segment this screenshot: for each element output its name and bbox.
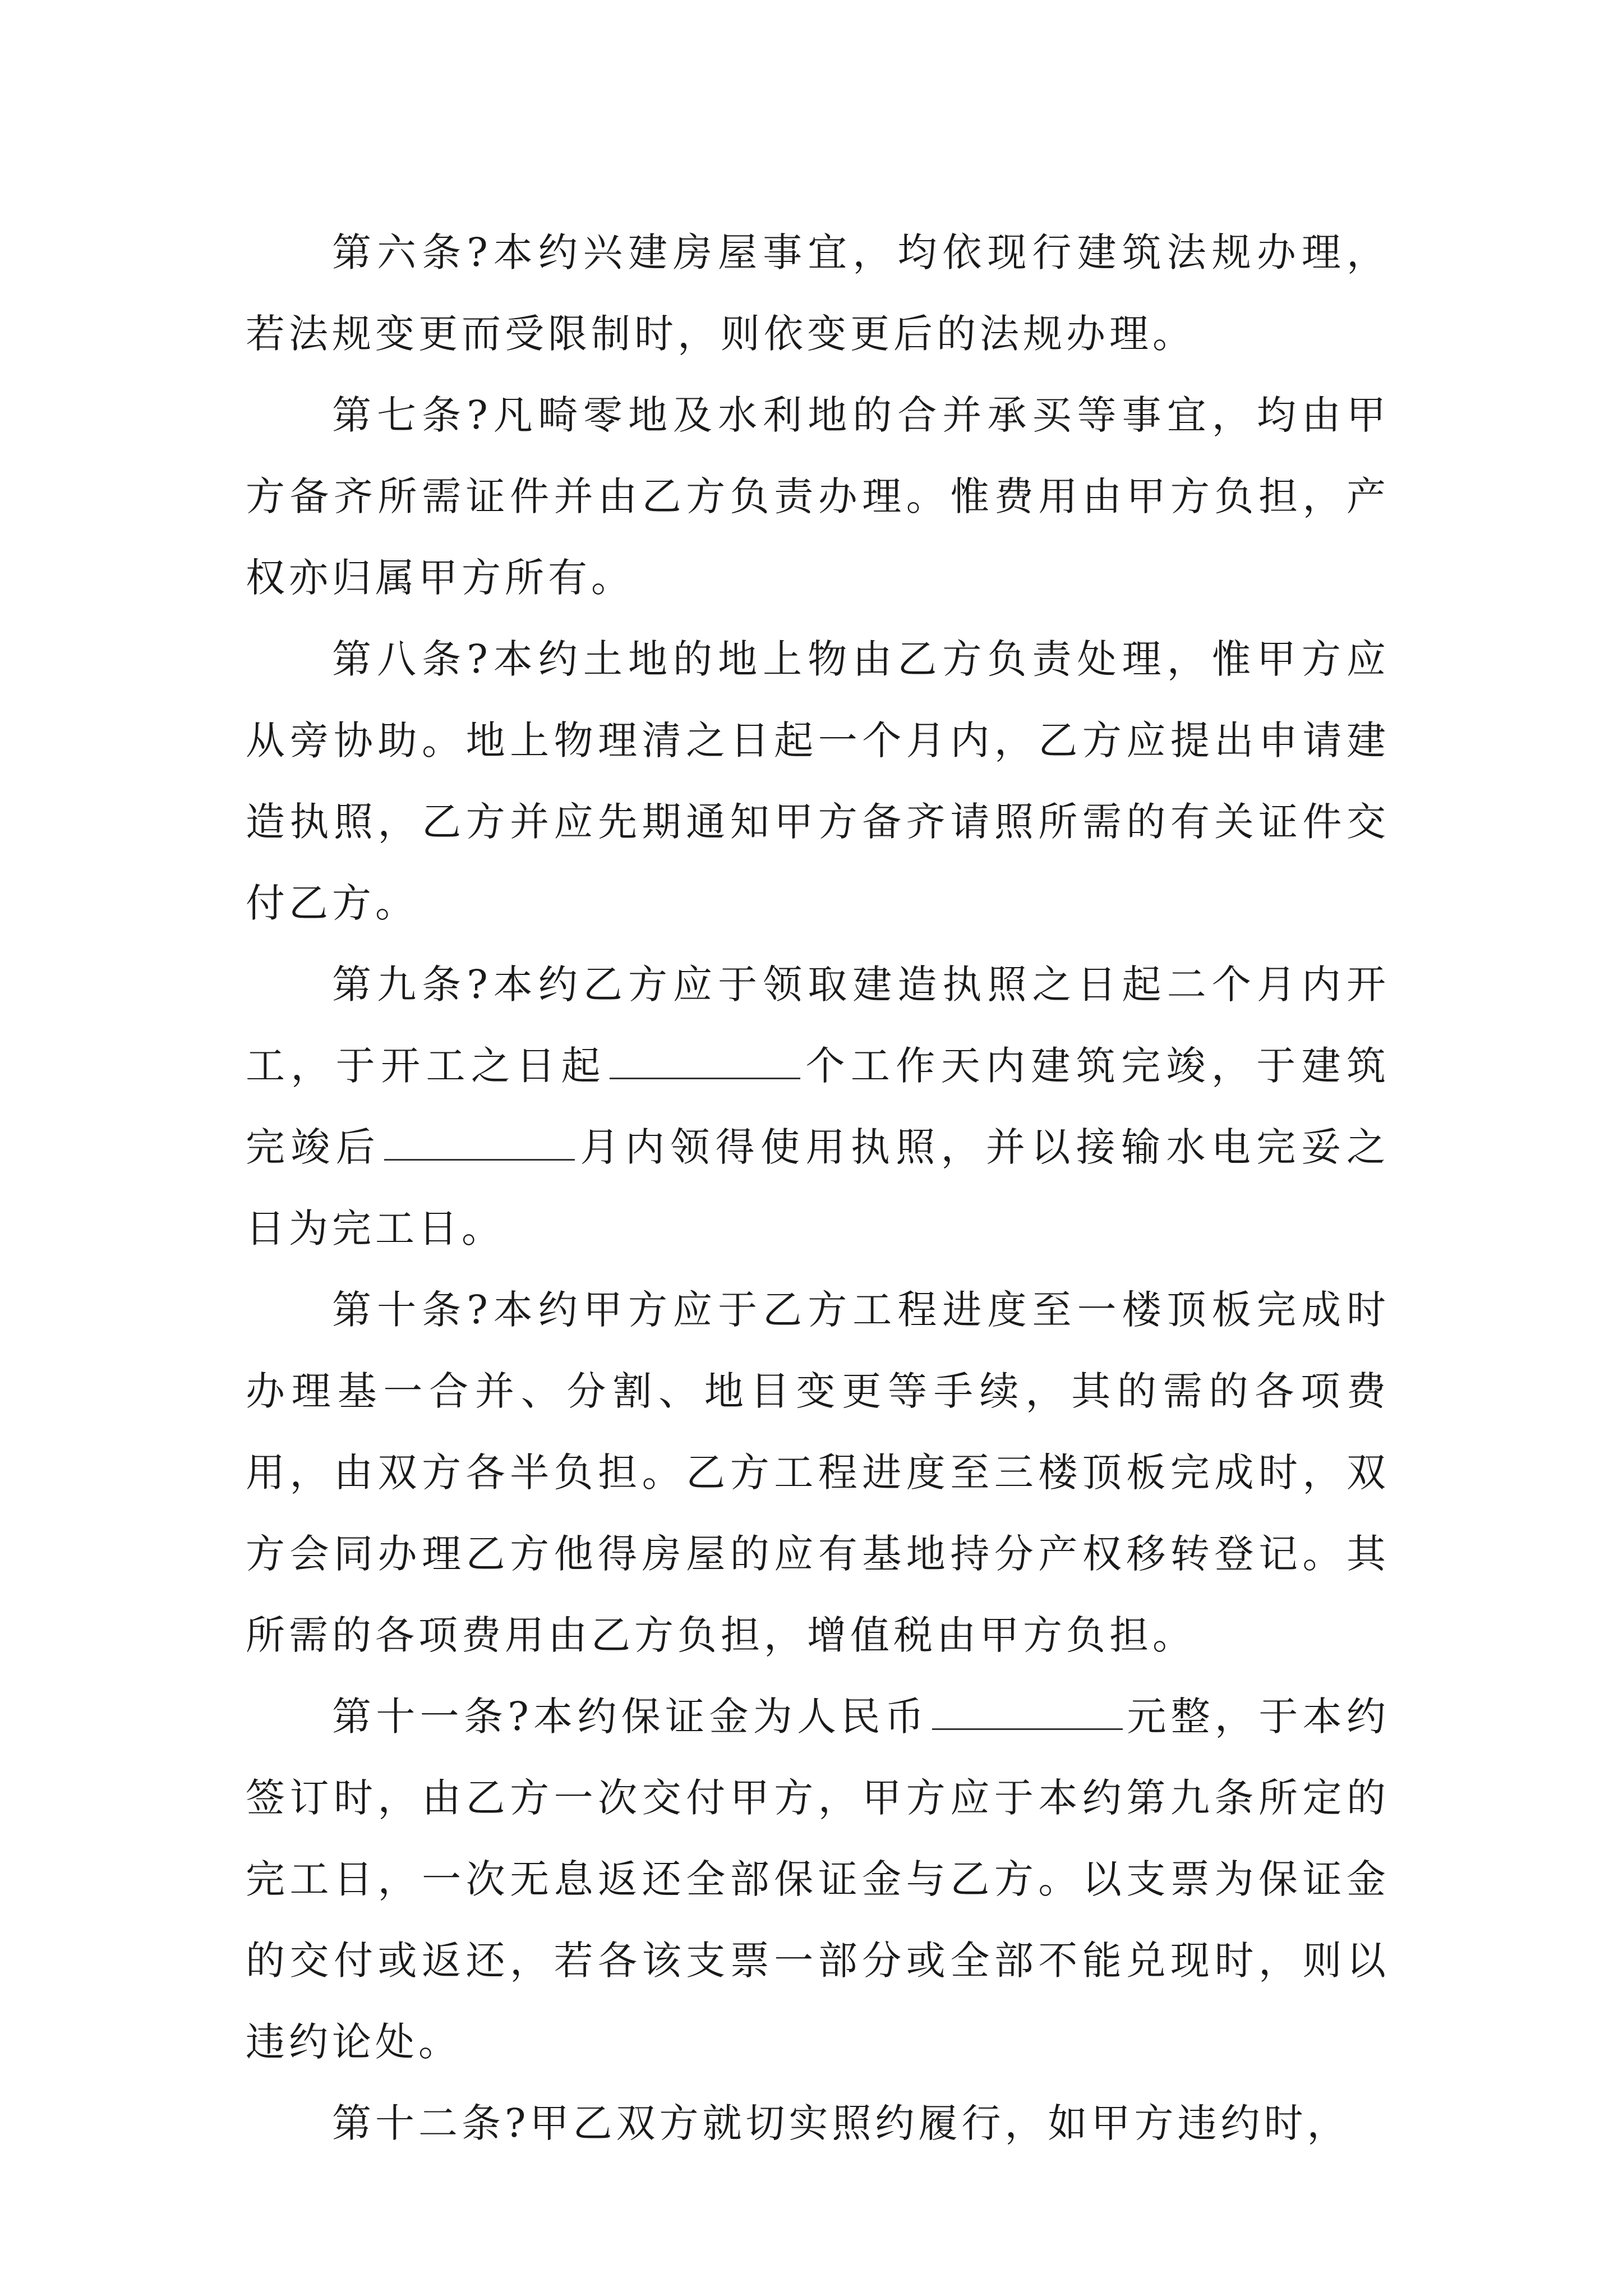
article-8-paragraph bbox=[246, 619, 1390, 944]
article-9-paragraph bbox=[246, 944, 1390, 1269]
article-10-paragraph bbox=[246, 1269, 1390, 1676]
article-10-text: 第十条?本约甲方应于乙方工程进度至一楼顶板完成时办理基一合并、分割、地目变更等手续，其的需的各项费用，由双方各半负担。乙方工程进度至三楼顶板完成时，双方会同办理乙方他得房屋的应有基地持分产权移转登记。其所需的各项费用由乙方负担，增值税由甲方负担。 bbox=[246, 1287, 1390, 1658]
article-7-text: 第七条?凡畸零地及水利地的合并承买等事宜，均由甲方备齐所需证件并由乙方负责办理。惟费用由甲方负担，产权亦归属甲方所有。 bbox=[246, 392, 1390, 601]
article-11-text-b: 元整，于本约签订时，由乙方一次交付甲方，甲方应于本约第九条所定的完工日，一次无息返还全部保证金与乙方。以支票为保证金的交付或返还，若各该支票一部分或全部不能兑现时，则以违约论处。 bbox=[246, 1694, 1390, 2065]
article-11-text-a: 第十一条?本约保证金为人民币 bbox=[332, 1694, 929, 1740]
article-6-paragraph bbox=[246, 212, 1390, 375]
article-12-paragraph bbox=[246, 2083, 1390, 2164]
fill-in-blank bbox=[384, 1125, 575, 1161]
article-7-paragraph bbox=[246, 375, 1390, 619]
article-8-text: 第八条?本约土地的地上物由乙方负责处理，惟甲方应从旁协助。地上物理清之日起一个月内，乙方应提出申请建造执照，乙方并应先期通知甲方备齐请照所需的有关证件交付乙方。 bbox=[246, 636, 1390, 926]
article-9-text-a: 第九条?本约乙方应于领取建造执照之日起二个月内开工，于开工之日起 bbox=[246, 961, 1390, 1089]
article-11-paragraph bbox=[246, 1676, 1390, 2083]
fill-in-blank bbox=[610, 1044, 800, 1079]
article-9-text-b: 个工作天内建筑完竣，于建筑完竣后 bbox=[246, 1043, 1390, 1170]
article-12-text: 第十二条?甲乙双方就切实照约履行，如甲方违约时， bbox=[332, 2100, 1350, 2146]
article-9-text-c: 月内领得使用执照，并以接输水电完妥之日为完工日。 bbox=[246, 1124, 1390, 1251]
fill-in-blank bbox=[932, 1695, 1123, 1730]
article-6-text: 第六条?本约兴建房屋事宜，均依现行建筑法规办理，若法规变更而受限制时，则依变更后的法规办理。 bbox=[246, 229, 1390, 357]
document-body bbox=[246, 212, 1390, 2164]
